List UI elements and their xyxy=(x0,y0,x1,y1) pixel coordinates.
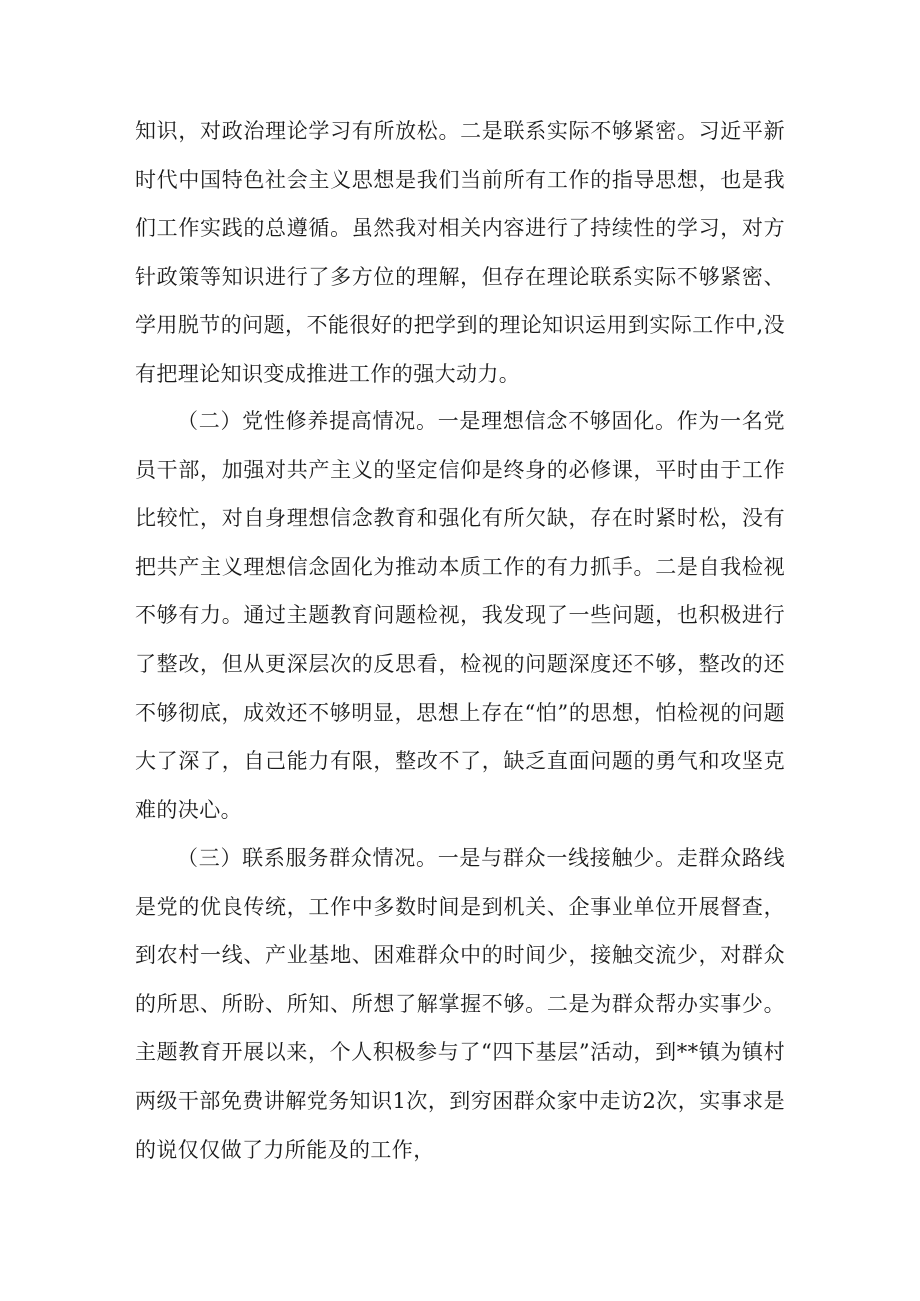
paragraph-party-cultivation: （二）党性修养提高情况。一是理想信念不够固化。作为一名党员干部，加强对共产主义的坚定信仰是终身的必修课，平时由于工作比较忙，对自身理想信念教育和强化有所欠缺，存在时紧时松，没有把共产主义理想信念固化为推动本质工作的有力抓手。二是自我检视不够有力。通过主题教育问题检视，我发现了一些问题，也积极进行了整改，但从更深层次的反思看，检视的问题深度还不够，整改的还不够彻底，成效还不够明显，思想上存在“怕”的思想，怕检视的问题大了深了，自己能力有限，整改不了，缺乏直面问题的勇气和攻坚克难的决心。 xyxy=(135,409,785,822)
paragraph-theory-study: 知识，对政治理论学习有所放松。二是联系实际不够紧密。习近平新时代中国特色社会主义思想是我们当前所有工作的指导思想，也是我们工作实践的总遵循。虽然我对相关内容进行了持续性的学习，对方针政策等知识进行了多方位的理解，但存在理论联系实际不够紧密、学用脱节的问题，不能很好的把学到的理论知识运用到实际工作中,没有把理论知识变成推进工作的强大动力。 xyxy=(135,119,785,386)
paragraph-serving-masses: （三）联系服务群众情况。一是与群众一线接触少。走群众路线是党的优良传统，工作中多数时间是到机关、企事业单位开展督查，到农村一线、产业基地、困难群众中的时间少，接触交流少，对群众的所思、所盼、所知、所想了解掌握不够。二是为群众帮办实事少。主题教育开展以来，个人积极参与了“四下基层”活动，到**镇为镇村两级干部免费讲解党务知识1次，到穷困群众家中走访2次，实事求是的说仅仅做了力所能及的工作， xyxy=(135,846,785,1162)
